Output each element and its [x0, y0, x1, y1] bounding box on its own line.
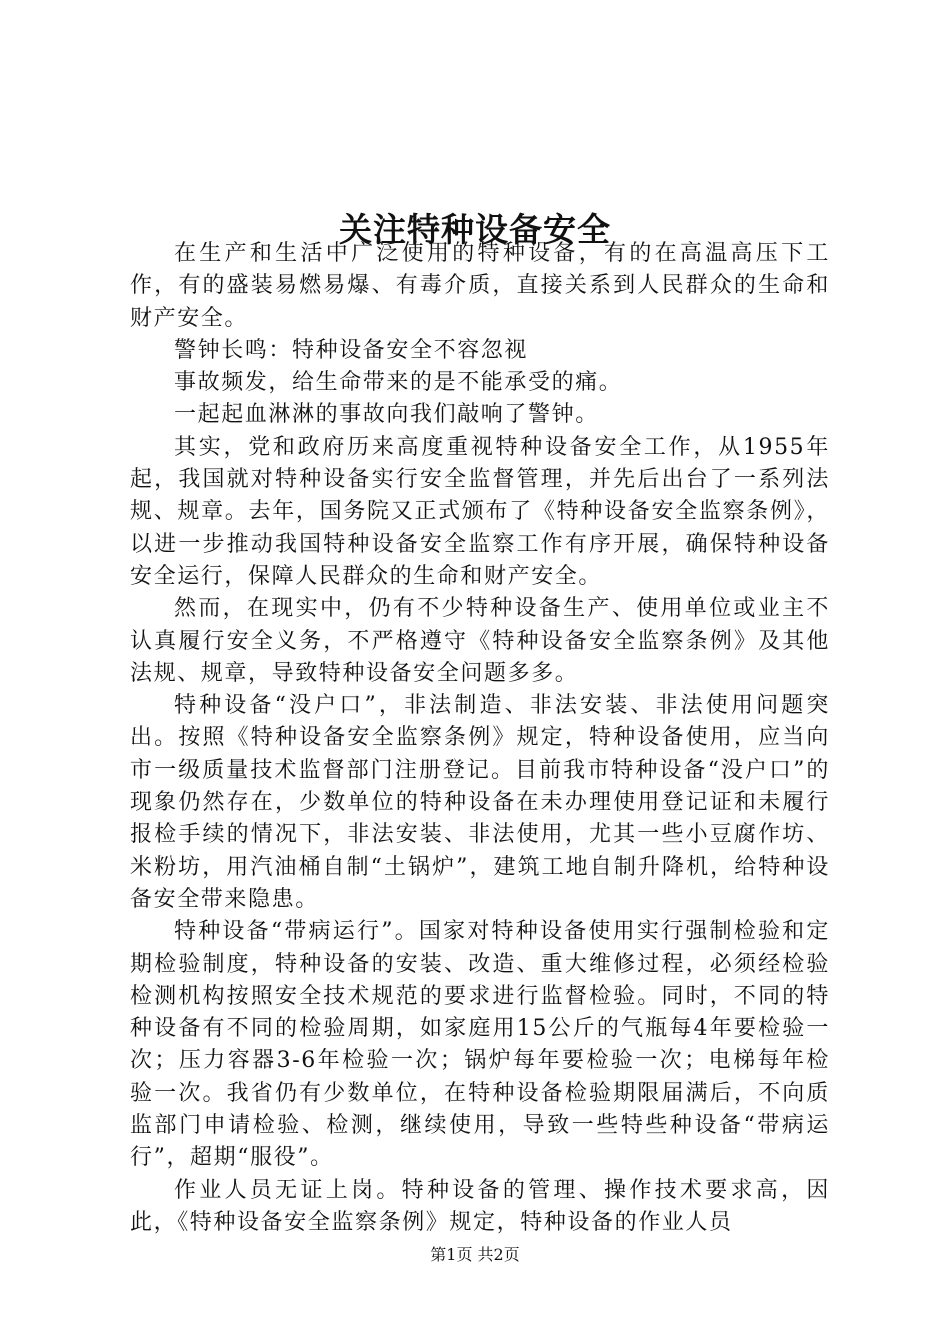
paragraph: 事故频发，给生命带来的是不能承受的痛。 — [174, 370, 623, 396]
paragraph: 特种设备“没户口”，非法制造、非法安装、非法使用问题突出。按照《特种设备安全监察条例》规定，特种设备使用，应当向市一级质量技术监督部门注册登记。目前我市特种设备“没户口”的现象仍然存在，少数单位的特种设备在未办理使用登记证和未履行报检手续的情况下，非法安装、非法使用，尤其一些小豆腐作坊、米粉坊，用汽油桶自制“土锅炉”，建筑工地自制升降机，给特种设备安全带来隐患。 — [130, 693, 830, 912]
document-body — [130, 238, 830, 1239]
paragraph: 然而，在现实中，仍有不少特种设备生产、使用单位或业主不认真履行安全义务，不严格遵守《特种设备安全监察条例》及其他法规、规章，导致特种设备安全问题多多。 — [130, 596, 830, 686]
paragraph: 一起起血淋淋的事故向我们敲响了警钟。 — [174, 402, 599, 428]
paragraph: 特种设备“带病运行”。国家对特种设备使用实行强制检验和定期检验制度，特种设备的安装、改造、重大维修过程，必须经检验检测机构按照安全技术规范的要求进行监督检验。同时，不同的特种设备有不同的检验周期，如家庭用15公斤的气瓶每4年要检验一次；压力容器3-6年检验一次；锅炉每年要检验一次；电梯每年检验一次。我省仍有少数单位，在特种设备检验期限届满后，不向质监部门申请检验、检测，继续使用，导致一些特些种设备“带病运行”，超期“服役”。 — [130, 919, 830, 1171]
page-footer: 第1页 共2页 — [430, 1245, 520, 1264]
document-title: 关注特种设备安全 — [339, 210, 611, 250]
paragraph: 其实，党和政府历来高度重视特种设备安全工作，从1955年起，我国就对特种设备实行安全监督管理，并先后出台了一系列法规、规章。去年，国务院又正式颁布了《特种设备安全监察条例》，以进一步推动我国特种设备安全监察工作有序开展，确保特种设备安全运行，保障人民群众的生命和财产安全。 — [130, 434, 830, 589]
paragraph: 警钟长鸣：特种设备安全不容忽视 — [174, 337, 529, 363]
paragraph: 在生产和生活中广泛使用的特种设备，有的在高温高压下工作，有的盛装易燃易爆、有毒介质，直接关系到人民群众的生命和财产安全。 — [130, 241, 830, 331]
paragraph: 作业人员无证上岗。特种设备的管理、操作技术要求高，因此，《特种设备安全监察条例》规定，特种设备的作业人员 — [130, 1177, 830, 1235]
